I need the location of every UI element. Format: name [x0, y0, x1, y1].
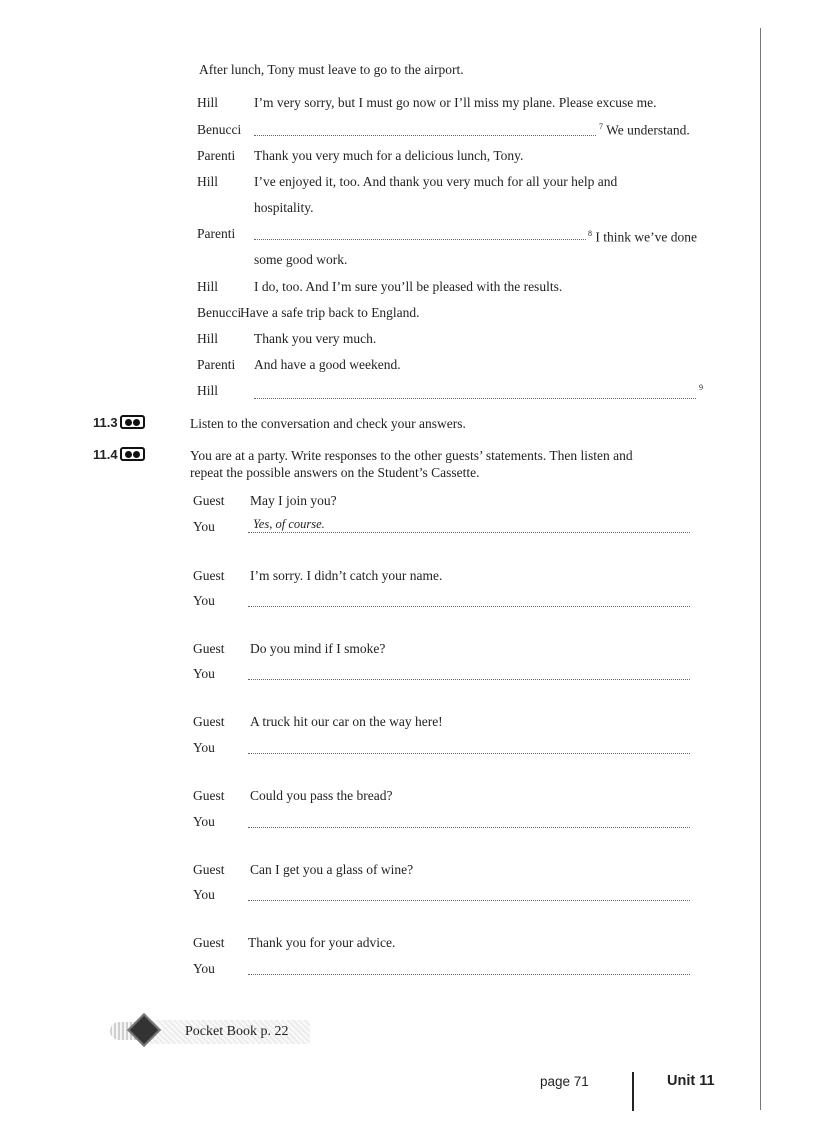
guest-statement: I’m sorry. I didn’t catch your name.	[250, 568, 443, 583]
dialogue-line	[197, 331, 707, 351]
line-text: Thank you very much for a delicious lunch, Tony.	[254, 148, 524, 163]
line-text: I do, too. And I’m sure you’ll be pleased with the results.	[254, 279, 563, 294]
dialogue-line	[197, 226, 707, 272]
exercise-number: 11.4	[93, 447, 145, 462]
dialogue-line	[197, 279, 707, 299]
answer-blank[interactable]	[254, 135, 596, 136]
line-text: I’m very sorry, but I must go now or I’ll miss my plane. Please excuse me.	[254, 95, 657, 110]
exercise-instruction: Listen to the conversation and check your answers.	[190, 416, 466, 431]
answer-blank[interactable]	[248, 679, 690, 680]
pocket-book-label: Pocket Book p. 22	[185, 1024, 289, 1039]
guest-label: Guest	[193, 493, 225, 508]
you-line	[193, 519, 693, 539]
speaker: Hill	[197, 95, 219, 110]
line-text-cont: some good work.	[254, 252, 348, 267]
page-number: page 71	[540, 1074, 589, 1089]
you-label: You	[193, 593, 215, 608]
you-label: You	[193, 961, 215, 976]
cassette-icon	[120, 415, 145, 429]
line-text: I’ve enjoyed it, too. And thank you very much for all your help and	[254, 174, 618, 189]
dialogue-line	[197, 95, 707, 115]
line-text: We understand.	[606, 122, 690, 138]
you-line	[193, 887, 693, 907]
line-text: Have a safe trip back to England.	[240, 305, 420, 320]
blank-number: 7	[599, 122, 603, 131]
answer-blank[interactable]	[248, 606, 690, 607]
guest-statement: Do you mind if I smoke?	[250, 641, 386, 656]
speaker: Hill	[197, 279, 219, 294]
blank-number: 8	[588, 229, 592, 238]
intro-text: After lunch, Tony must leave to go to the airport.	[199, 62, 464, 77]
speaker: Hill	[197, 383, 219, 398]
guest-statement: Thank you for your advice.	[248, 935, 396, 950]
right-margin-rule	[760, 28, 761, 1110]
you-line	[193, 740, 693, 760]
you-label: You	[193, 887, 215, 902]
speaker: Parenti	[197, 148, 236, 163]
answer-blank[interactable]	[248, 900, 690, 901]
answer-blank[interactable]	[254, 398, 696, 399]
guest-label: Guest	[193, 641, 225, 656]
guest-label: Guest	[193, 935, 225, 950]
guest-label: Guest	[193, 788, 225, 803]
answer-blank[interactable]	[248, 827, 690, 828]
unit-label: Unit 11	[667, 1073, 715, 1089]
answer-blank[interactable]	[254, 239, 586, 240]
blank-number: 9	[699, 383, 703, 392]
answer-blank[interactable]	[248, 532, 690, 533]
line-text: Thank you very much.	[254, 331, 377, 346]
pocket-book-reference	[110, 1012, 310, 1052]
exercise-instruction: You are at a party. Write responses to the other guests’ statements. Then listen and	[190, 448, 633, 463]
guest-label: Guest	[193, 714, 225, 729]
answer-blank[interactable]	[248, 753, 690, 754]
guest-statement: May I join you?	[250, 493, 337, 508]
speaker: Benucci	[197, 305, 242, 320]
guest-statement: A truck hit our car on the way here!	[250, 714, 443, 729]
guest-line	[193, 788, 693, 808]
guest-statement: Can I get you a glass of wine?	[250, 862, 414, 877]
speaker: Hill	[197, 174, 219, 189]
guest-line	[193, 493, 693, 513]
you-line	[193, 593, 693, 613]
dialogue-line	[197, 305, 707, 325]
sample-answer: Yes, of course.	[253, 517, 325, 531]
guest-line	[193, 935, 693, 955]
you-label: You	[193, 666, 215, 681]
line-text-cont: hospitality.	[254, 200, 314, 215]
line-text: I think we’ve done	[595, 229, 697, 245]
speaker: Benucci	[197, 122, 242, 137]
speaker: Parenti	[197, 226, 236, 241]
you-label: You	[193, 519, 215, 534]
dialogue-line	[197, 357, 707, 377]
line-end	[699, 383, 703, 400]
you-line	[193, 961, 693, 981]
answer-blank[interactable]	[248, 974, 690, 975]
line-end	[588, 229, 697, 246]
guest-label: Guest	[193, 568, 225, 583]
guest-line	[193, 641, 693, 661]
dialogue-line	[197, 383, 707, 403]
cassette-icon	[120, 447, 145, 461]
dialogue-line	[197, 174, 707, 220]
you-line	[193, 666, 693, 686]
guest-line	[193, 568, 693, 588]
exercise-instruction-cont: repeat the possible answers on the Student’s Cassette.	[190, 465, 480, 480]
you-label: You	[193, 740, 215, 755]
line-text: And have a good weekend.	[254, 357, 401, 372]
speaker: Hill	[197, 331, 219, 346]
guest-line	[193, 714, 693, 734]
you-line	[193, 814, 693, 834]
dialogue-line	[197, 122, 707, 142]
footer-divider	[632, 1072, 634, 1111]
you-label: You	[193, 814, 215, 829]
line-end	[599, 122, 690, 139]
dialogue-line	[197, 148, 707, 168]
guest-line	[193, 862, 693, 882]
guest-statement: Could you pass the bread?	[250, 788, 393, 803]
speaker: Parenti	[197, 357, 236, 372]
exercise-number: 11.3	[93, 415, 145, 430]
guest-label: Guest	[193, 862, 225, 877]
